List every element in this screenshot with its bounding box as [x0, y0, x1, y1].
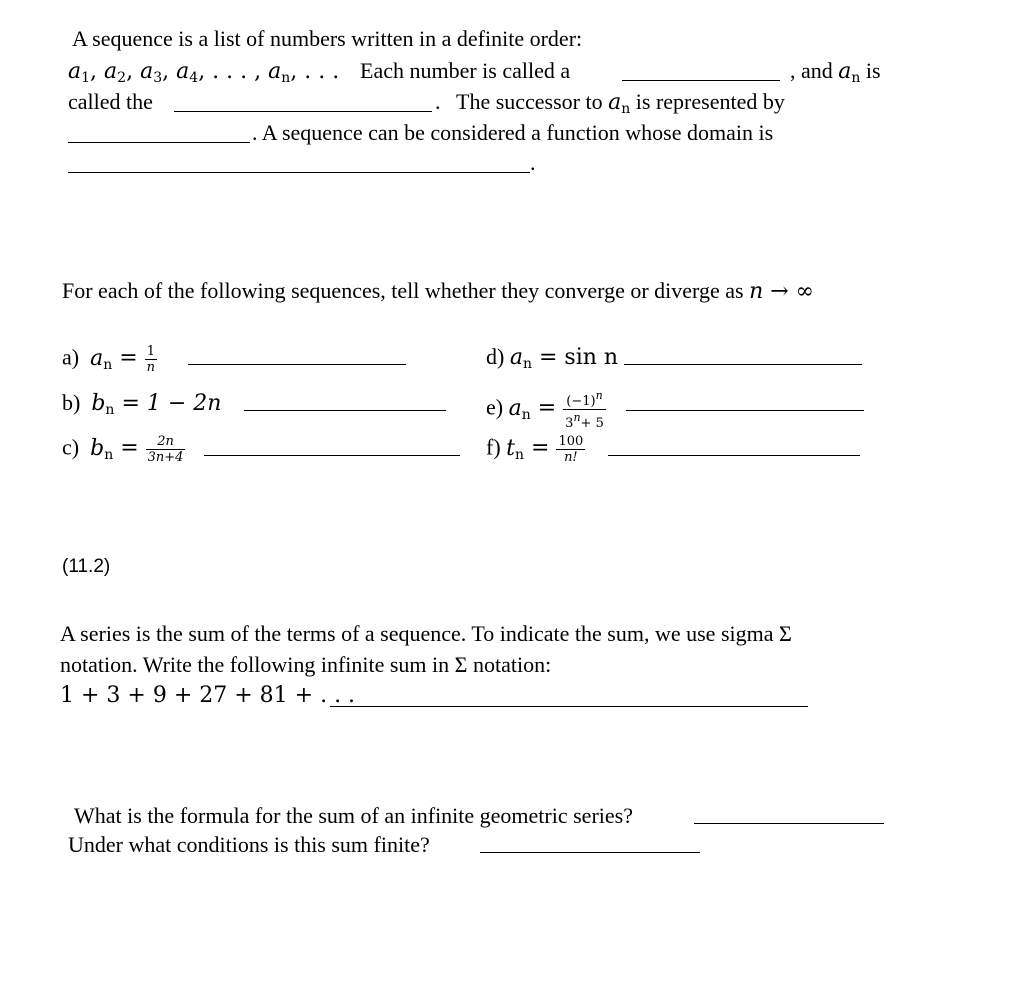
- each-number-text: Each number is called a: [360, 58, 571, 83]
- sequence-definition-line: A sequence is a list of numbers written in a definite order:: [72, 26, 583, 51]
- item-a-var: $a_n$: [90, 345, 113, 373]
- answer-blank-a[interactable]: [188, 364, 406, 365]
- blank-domain[interactable]: [68, 172, 530, 173]
- item-c-fraction: $\frac{2n}{3n+4}$: [147, 434, 184, 465]
- term-a1: $a_1$: [68, 59, 91, 86]
- and-an-is-text: , and $a_n$ is: [790, 58, 881, 86]
- item-a-fraction: $\frac{1}{n}$: [146, 344, 156, 375]
- sequence-terms-line: $a_1$, $a_2$, $a_3$, $a_4$, . . . , $a_n$, . . .: [68, 59, 340, 86]
- blank-successor[interactable]: [68, 142, 250, 143]
- limit-expression: n → ∞: [749, 279, 814, 304]
- item-c: c) $b_n$ = $\frac{2n}{3n+4}$: [62, 434, 184, 465]
- item-f: f) $t_n$ = $\frac{100}{n!}$: [486, 434, 584, 465]
- period-mark: .: [435, 89, 441, 114]
- term-a4: $a_4$: [176, 59, 199, 86]
- series-expression: 1 + 3 + 9 + 27 + 81 + . . .: [60, 683, 356, 708]
- answer-blank-e[interactable]: [626, 410, 864, 411]
- answer-blank-f[interactable]: [608, 455, 860, 456]
- domain-text: . A sequence can be considered a function whose domain is: [252, 120, 774, 145]
- finite-condition-question: Under what conditions is this sum finite?: [68, 832, 430, 857]
- item-f-fraction: $\frac{100}{n!}$: [558, 434, 584, 465]
- blank-term[interactable]: [622, 80, 780, 81]
- answer-blank-b[interactable]: [244, 410, 446, 411]
- section-heading-11-2: (11.2): [62, 556, 111, 577]
- item-e: e) $a_n$ = $\frac{(-1)^n}{3^n+ 5}$: [486, 389, 604, 431]
- geometric-formula-question: What is the formula for the sum of an infinite geometric series?: [74, 803, 633, 828]
- answer-blank-formula[interactable]: [694, 823, 884, 824]
- answer-blank-sigma[interactable]: [330, 706, 808, 707]
- item-e-fraction: $\frac{(-1)^n}{3^n+ 5}$: [565, 389, 604, 431]
- answer-blank-condition[interactable]: [480, 852, 700, 853]
- item-b: b) $b_n = 1 - 2n$: [62, 390, 222, 418]
- item-d-expression: sin n: [564, 345, 619, 370]
- series-definition-line: A series is the sum of the terms of a sequence. To indicate the sum, we use sigma Σ: [60, 621, 792, 646]
- item-d: d) $a_n = \sin n$: [486, 344, 619, 372]
- term-an: $a_n$: [268, 59, 291, 86]
- called-the-text: called the: [68, 89, 153, 114]
- term-a2: $a_2$: [104, 59, 127, 86]
- answer-blank-c[interactable]: [204, 455, 460, 456]
- term-a3: $a_3$: [140, 59, 163, 86]
- sigma-notation-line: notation. Write the following infinite sum in Σ notation:: [60, 652, 552, 677]
- answer-blank-d[interactable]: [624, 364, 862, 365]
- period-mark-2: .: [530, 150, 536, 175]
- successor-text: The successor to $a_n$ is represented by: [456, 89, 785, 117]
- item-a: a) $a_n$ = $\frac{1}{n}$: [62, 344, 156, 375]
- blank-general-term[interactable]: [174, 111, 432, 112]
- item-b-expression: 1 − 2n: [146, 391, 222, 416]
- converge-instruction: For each of the following sequences, tell whether they converge or diverge as n → ∞: [62, 278, 814, 304]
